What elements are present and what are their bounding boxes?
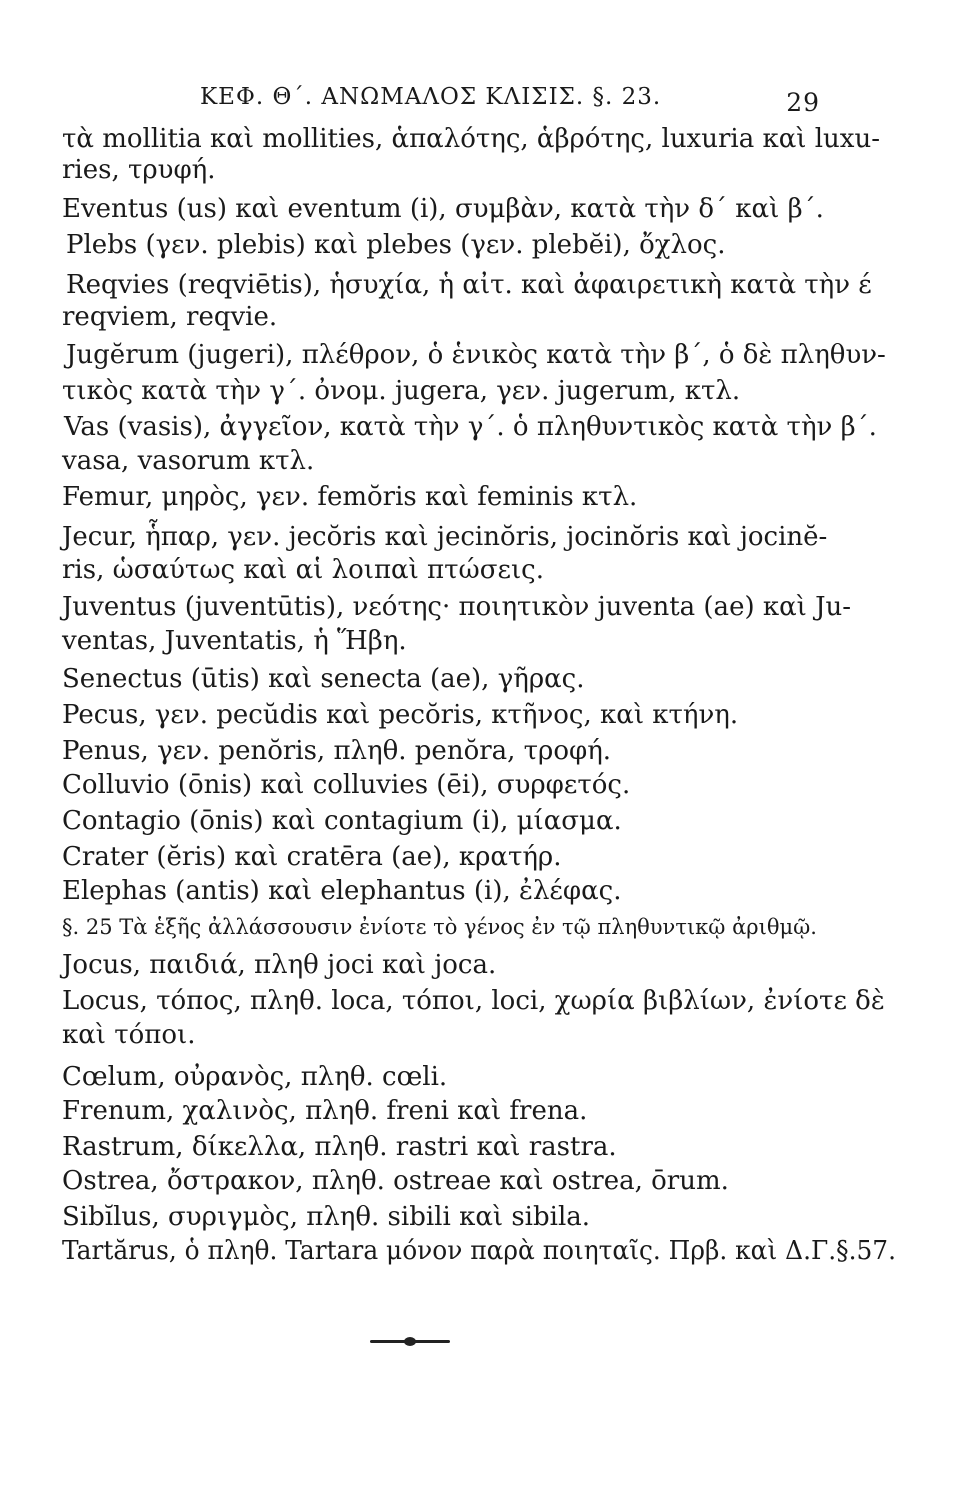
text-line: Tartărus, ὁ πληθ. Tartara μόνον παρὰ ποιηταῖς. Πρβ. καὶ Δ.Γ.§.57.	[62, 1236, 897, 1266]
text-line: Locus, τόπος, πληθ. loca, τόποι, loci, χωρία βιβλίων, ἐνίοτε δὲ	[62, 986, 885, 1016]
text-line: Sibĭlus, συριγμὸς, πληθ. sibili καὶ sibila.	[62, 1202, 591, 1232]
text-line: ries, τρυφή.	[62, 155, 216, 185]
text-line: Cœlum, οὐρανὸς, πληθ. cœli.	[62, 1062, 448, 1092]
text-line: Jugĕrum (jugeri), πλέθρον, ὁ ἑνικὸς κατὰ τὴν β΄, ὁ δὲ πληθυν-	[66, 340, 886, 370]
text-line: ris, ὡσαύτως καὶ αἱ λοιπαὶ πτώσεις.	[62, 555, 544, 585]
text-line: ventas, Juventatis, ἡ Ἥβη.	[62, 626, 407, 656]
text-line: καὶ τόποι.	[62, 1020, 196, 1050]
text-line: Eventus (us) καὶ eventum (i), συμβὰν, κατὰ τὴν δ΄ καὶ β΄.	[62, 194, 824, 224]
text-line: Reqvies (reqviētis), ἡσυχία, ἡ αἰτ. καὶ ἀφαιρετικὴ κατὰ τὴν έ	[66, 270, 872, 300]
text-line: Contagio (ōnis) καὶ contagium (i), μίασμα.	[62, 806, 622, 836]
running-title: ΚΕΦ. Θ΄. ΑΝΩΜΑΛΟΣ ΚΛΙΣΙΣ. §. 23.	[200, 84, 662, 110]
text-line: reqviem, reqvie.	[62, 302, 278, 332]
text-line: Frenum, χαλινὸς, πληθ. freni καὶ frena.	[62, 1096, 588, 1126]
text-line: Vas (vasis), ἀγγεῖον, κατὰ τὴν γ΄. ὁ πληθυντικὸς κατὰ τὴν β΄.	[64, 412, 877, 442]
text-line: Plebs (γεν. plebis) καὶ plebes (γεν. plebĕi), ὄχλος.	[66, 230, 726, 260]
running-header	[200, 84, 820, 117]
page-number: 29	[786, 88, 820, 117]
text-line: Penus, γεν. penŏris, πληθ. penŏra, τροφή.	[62, 736, 612, 766]
text-line: Rastrum, δίκελλα, πληθ. rastri καὶ rastra.	[62, 1132, 617, 1162]
text-line: τὰ mollitia καὶ mollities, ἁπαλότης, ἁβρότης, luxuria καὶ luxu-	[62, 124, 880, 154]
text-line: Jocus, παιδιά, πληθ joci καὶ joca.	[62, 950, 497, 980]
text-line: Juventus (juventūtis), νεότης· ποιητικὸν juventa (ae) καὶ Ju-	[62, 592, 852, 622]
text-line: Elephas (antis) καὶ elephantus (i), ἐλέφας.	[62, 876, 622, 906]
text-line: Ostrea, ὄστρακον, πληθ. ostreae καὶ ostrea, ōrum.	[62, 1166, 729, 1196]
text-line: §. 25 Τὰ ἑξῆς ἀλλάσσουσιν ἐνίοτε τὸ γένος ἐν τῷ πληθυντικῷ ἀριθμῷ.	[62, 915, 817, 939]
ornament-dot	[404, 1337, 416, 1346]
text-line: Jecur, ἧπαρ, γεν. jecŏris καὶ jecinŏris, jocinŏris καὶ jocinĕ-	[62, 522, 828, 552]
text-line: Senectus (ūtis) καὶ senecta (ae), γῆρας.	[62, 664, 585, 694]
text-line: Colluvio (ōnis) καὶ colluvies (ēi), συρφετός.	[62, 770, 631, 800]
text-line: Femur, μηρὸς, γεν. femŏris καὶ feminis κτλ.	[62, 482, 638, 512]
text-line: vasa, vasorum κτλ.	[62, 446, 315, 476]
text-line: τικὸς κατὰ τὴν γ΄. ὀνομ. jugera, γεν. jugerum, κτλ.	[62, 376, 741, 406]
text-line: Crater (ĕris) καὶ cratēra (ae), κρατήρ.	[62, 842, 562, 872]
text-line: Pecus, γεν. pecŭdis καὶ pecŏris, κτῆνος, καὶ κτήνη.	[62, 700, 739, 730]
end-ornament	[370, 1337, 450, 1347]
